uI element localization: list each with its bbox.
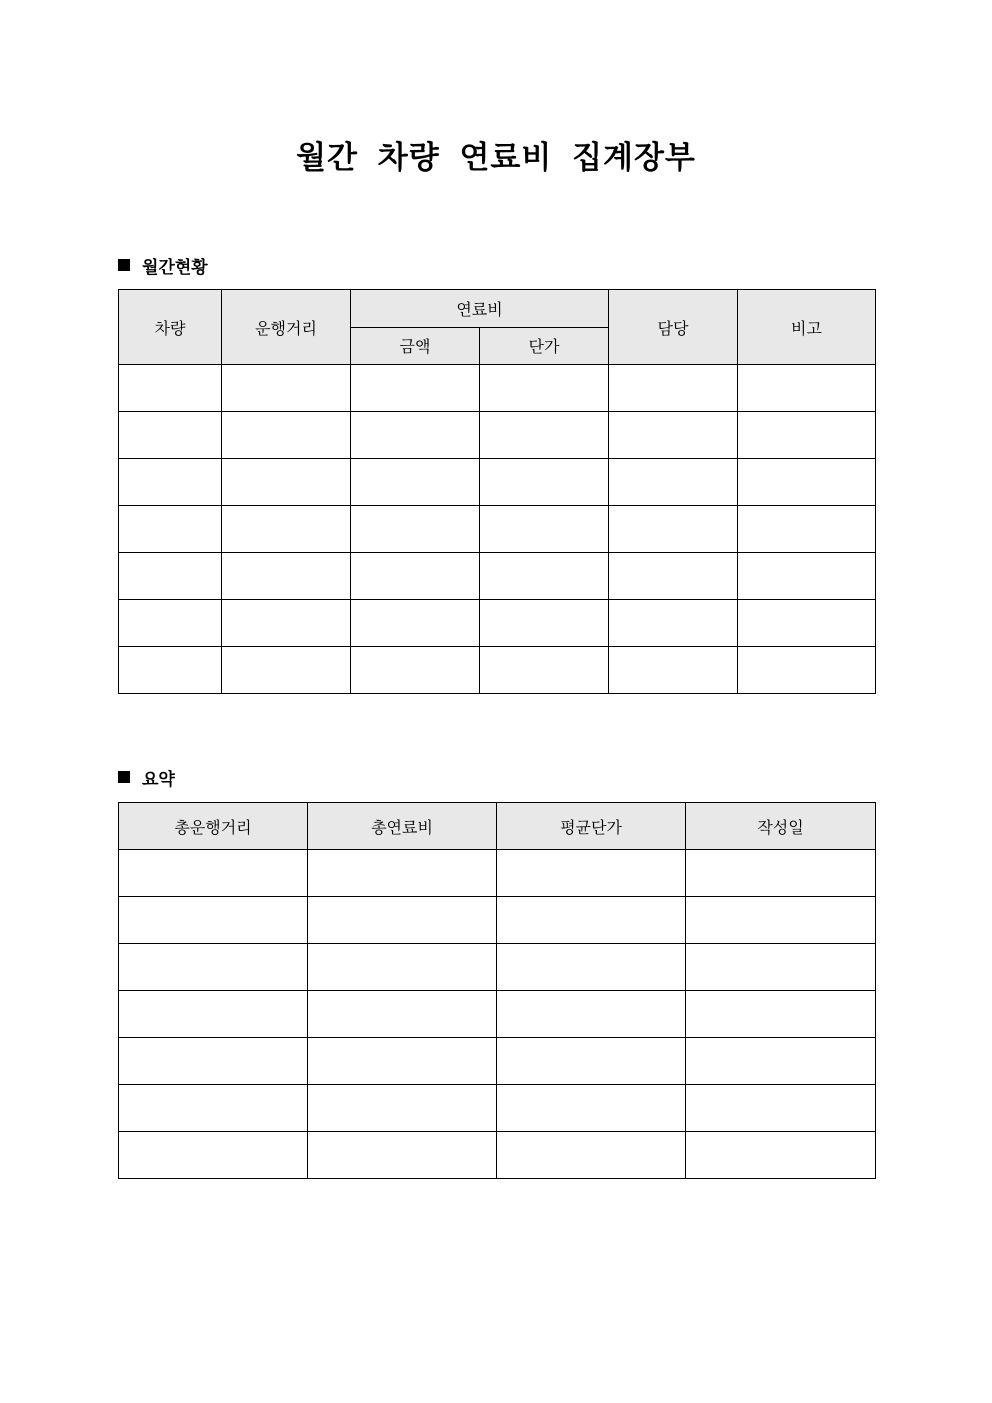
table-cell[interactable]	[609, 365, 738, 412]
table-cell[interactable]	[738, 553, 876, 600]
table-cell[interactable]	[686, 991, 876, 1038]
table-cell[interactable]	[119, 600, 222, 647]
table-cell[interactable]	[686, 850, 876, 897]
table-cell[interactable]	[308, 897, 497, 944]
table-row	[119, 647, 876, 694]
table-cell[interactable]	[222, 600, 351, 647]
table-row	[119, 1038, 876, 1085]
table-cell[interactable]	[222, 647, 351, 694]
table-cell[interactable]	[308, 991, 497, 1038]
table-cell[interactable]	[351, 506, 480, 553]
square-bullet-icon	[118, 771, 130, 783]
table-cell[interactable]	[609, 506, 738, 553]
column-header-remarks: 비고	[738, 290, 876, 365]
table-row	[119, 553, 876, 600]
table-cell[interactable]	[119, 1085, 308, 1132]
table-cell[interactable]	[738, 647, 876, 694]
table-cell[interactable]	[119, 365, 222, 412]
table-cell[interactable]	[686, 897, 876, 944]
table-cell[interactable]	[119, 897, 308, 944]
table-cell[interactable]	[480, 365, 609, 412]
table-row	[119, 897, 876, 944]
table-cell[interactable]	[119, 553, 222, 600]
table-cell[interactable]	[351, 600, 480, 647]
table-cell[interactable]	[480, 600, 609, 647]
table-cell[interactable]	[609, 412, 738, 459]
table-cell[interactable]	[609, 553, 738, 600]
table-cell[interactable]	[738, 506, 876, 553]
column-header-average-unit-price: 평균단가	[497, 803, 686, 850]
table-cell[interactable]	[222, 365, 351, 412]
table-cell[interactable]	[497, 850, 686, 897]
table-row	[119, 600, 876, 647]
table-cell[interactable]	[119, 412, 222, 459]
table-cell[interactable]	[686, 1038, 876, 1085]
summary-table	[118, 802, 876, 1179]
table-row	[119, 1132, 876, 1179]
page-title: 월간 차량 연료비 집계장부	[296, 140, 696, 176]
table-cell[interactable]	[119, 944, 308, 991]
table-cell[interactable]	[497, 1085, 686, 1132]
column-header-manager: 담당	[609, 290, 738, 365]
table-cell[interactable]	[308, 850, 497, 897]
table-cell[interactable]	[119, 459, 222, 506]
section-heading-monthly-status	[118, 253, 208, 277]
column-header-unit-price: 단가	[480, 327, 609, 365]
table-cell[interactable]	[686, 1085, 876, 1132]
table-cell[interactable]	[686, 944, 876, 991]
table-cell[interactable]	[738, 412, 876, 459]
table-cell[interactable]	[609, 459, 738, 506]
table-cell[interactable]	[119, 506, 222, 553]
column-header-fuel-cost: 연료비	[351, 290, 609, 328]
table-cell[interactable]	[497, 944, 686, 991]
table-cell[interactable]	[497, 1132, 686, 1179]
table-row	[119, 850, 876, 897]
table-cell[interactable]	[119, 1132, 308, 1179]
table-row	[119, 506, 876, 553]
square-bullet-icon	[118, 259, 130, 271]
table-cell[interactable]	[308, 1085, 497, 1132]
table-cell[interactable]	[497, 991, 686, 1038]
table-cell[interactable]	[686, 1132, 876, 1179]
table-cell[interactable]	[119, 1038, 308, 1085]
table-row	[119, 991, 876, 1038]
table-cell[interactable]	[738, 365, 876, 412]
table-cell[interactable]	[351, 412, 480, 459]
table-cell[interactable]	[480, 412, 609, 459]
table-cell[interactable]	[609, 647, 738, 694]
table-cell[interactable]	[480, 506, 609, 553]
table-cell[interactable]	[497, 1038, 686, 1085]
column-header-date-written: 작성일	[686, 803, 876, 850]
table-cell[interactable]	[480, 553, 609, 600]
table-row	[119, 1085, 876, 1132]
table-cell[interactable]	[480, 647, 609, 694]
table-cell[interactable]	[351, 365, 480, 412]
table-cell[interactable]	[351, 647, 480, 694]
table-cell[interactable]	[222, 506, 351, 553]
table-cell[interactable]	[351, 553, 480, 600]
section-heading-label: 요약	[142, 769, 175, 790]
table-cell[interactable]	[222, 459, 351, 506]
table-cell[interactable]	[308, 944, 497, 991]
table-cell[interactable]	[351, 459, 480, 506]
table-cell[interactable]	[738, 600, 876, 647]
column-header-vehicle: 차량	[119, 290, 222, 365]
table-cell[interactable]	[609, 600, 738, 647]
table-row	[119, 365, 876, 412]
table-cell[interactable]	[308, 1132, 497, 1179]
table-cell[interactable]	[738, 459, 876, 506]
table-row	[119, 412, 876, 459]
table-row	[119, 944, 876, 991]
table-row	[119, 459, 876, 506]
table-cell[interactable]	[222, 553, 351, 600]
table-cell[interactable]	[119, 647, 222, 694]
table-cell[interactable]	[497, 897, 686, 944]
column-header-amount: 금액	[351, 327, 480, 365]
column-header-total-fuel-cost: 총연료비	[308, 803, 497, 850]
monthly-status-table	[118, 289, 876, 694]
section-heading-label: 월간현황	[142, 257, 208, 278]
column-header-distance: 운행거리	[222, 290, 351, 365]
table-cell[interactable]	[119, 850, 308, 897]
table-cell[interactable]	[222, 412, 351, 459]
column-header-total-distance: 총운행거리	[119, 803, 308, 850]
table-cell[interactable]	[119, 991, 308, 1038]
table-cell[interactable]	[480, 459, 609, 506]
table-cell[interactable]	[308, 1038, 497, 1085]
section-heading-summary	[118, 765, 175, 789]
